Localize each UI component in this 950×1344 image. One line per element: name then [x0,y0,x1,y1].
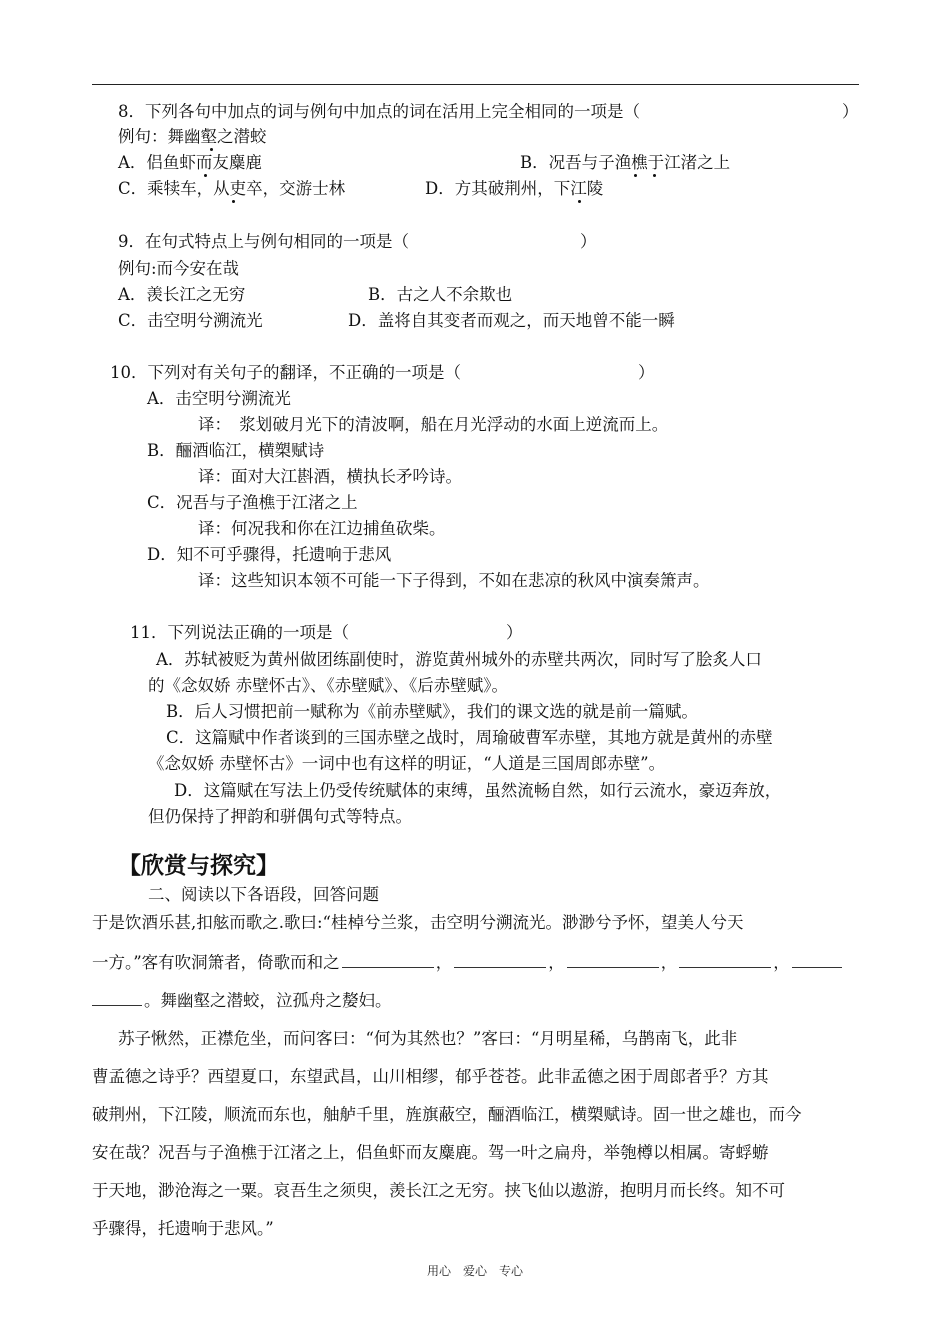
q10-option-b-translation: 译：面对大江斟酒，横执长矛吟诗。 [198,467,462,486]
q9-option-d: D．盖将自其变者而观之，而天地曾不能一瞬 [348,311,675,330]
q9-close-paren: ） [580,232,597,251]
header-rule [92,84,859,85]
q8-option-b: B．况吾与子渔樵于江渚之上 [520,153,731,172]
fill-blank-1[interactable] [342,951,434,968]
passage-p2-line-4: 安在哉？况吾与子渔樵于江渚之上，侣鱼虾而友麋鹿。驾一叶之扁舟，举匏樽以相属。寄蜉蝣 [92,1143,769,1162]
section-title: 【欣赏与探究】 [118,853,279,879]
passage-p2-line-1: 苏子愀然，正襟危坐，而问客曰：“何为其然也？”客曰：“月明星稀，乌鹊南飞，此非 [118,1029,738,1048]
page-footer: 用心 爱心 专心 [426,1264,523,1278]
q10-option-c: C．况吾与子渔樵于江渚之上 [147,493,358,512]
q8-option-c: C．乘犊车，从吏卒，交游士林 [118,179,346,198]
fill-blank-5-cont[interactable] [92,989,142,1006]
q9-stem: 9．在句式特点上与例句相同的一项是（ [118,232,409,251]
q11-option-a-line2: 的《念奴娇 赤壁怀古》、《赤壁赋》、《后赤壁赋》。 [148,676,508,695]
q10-option-b: B．酾酒临江，横槊赋诗 [147,441,325,460]
fill-blank-4[interactable] [679,951,771,968]
q11-stem: 11．下列说法正确的一项是（ [130,623,349,642]
q11-option-d-line1: D．这篇赋在写法上仍受传统赋体的束缚，虽然流畅自然，如行云流水，豪迈奔放， [174,781,782,800]
q11-option-c-line2: 《念奴娇 赤壁怀古》一词中也有这样的明证，“人道是三国周郎赤壁”。 [148,754,666,773]
passage-p2-line-6: 乎骤得，托遗响于悲风。” [92,1219,274,1238]
fill-blank-5[interactable] [792,951,842,968]
fill-blank-3[interactable] [567,951,659,968]
passage-p2-line-3: 破荆州，下江陵，顺流而东也，舳舻千里，旌旗蔽空，酾酒临江，横槊赋诗。固一世之雄也，而今 [92,1105,802,1124]
q8-close-paren: ） [842,102,859,121]
passage-line-1: 于是饮酒乐甚,扣舷而歌之.歌曰:“桂棹兮兰浆，击空明兮溯流光。渺渺兮予怀，望美人兮天 [92,913,744,932]
q11-option-b-line1: B．后人习惯把前一赋称为《前赤壁赋》，我们的课文选的就是前一篇赋。 [166,702,698,721]
q8-example: 例句：舞幽壑之潜蛟 [118,127,267,146]
q10-option-d: D．知不可乎骤得，托遗响于悲风 [147,545,392,564]
section-subtitle: 二、阅读以下各语段，回答问题 [148,885,379,904]
q11-option-d-line2: 但仍保持了押韵和骈偶句式等特点。 [148,807,412,826]
q11-option-a-line1: A．苏轼被贬为黄州做团练副使时，游览黄州城外的赤壁共两次，同时写了脍炙人口 [156,650,762,669]
q9-option-a: A．羡长江之无穷 [118,285,246,304]
q11-option-c-line1: C．这篇赋中作者谈到的三国赤壁之战时，周瑜破曹军赤壁，其地方就是黄州的赤壁 [166,728,773,747]
q9-option-c: C．击空明兮溯流光 [118,311,263,330]
passage-line-3 [92,989,392,1012]
passage-line-3-text: 。舞幽壑之潜蛟，泣孤舟之嫠妇。 [144,991,392,1010]
q9-option-b: B．古之人不余欺也 [368,285,513,304]
q9-example: 例句:而今安在哉 [118,259,240,278]
q10-stem: 10．下列对有关句子的翻译，不正确的一项是（ [110,363,461,382]
fill-blank-2[interactable] [454,951,546,968]
q8-stem: 8．下列各句中加点的词与例句中加点的词在活用上完全相同的一项是（ [118,102,640,121]
q11-close-paren: ） [506,623,523,642]
passage-p2-line-5: 于天地，渺沧海之一粟。哀吾生之须臾，羡长江之无穷。挟飞仙以遨游，抱明月而长终。知不可 [92,1181,785,1200]
q8-option-d: D．方其破荆州，下江陵 [425,179,604,198]
emphasis-dot [634,174,637,177]
passage-line-2-text: 一方。”客有吹洞箫者，倚歌而和之 [92,953,340,972]
emphasis-dot [232,200,235,203]
emphasis-dot [653,174,656,177]
q10-option-a: A．击空明兮溯流光 [147,389,291,408]
q10-close-paren: ） [638,363,655,382]
emphasis-dot [204,174,207,177]
q10-option-c-translation: 译：何况我和你在江边捕鱼砍柴。 [198,519,446,538]
q8-option-a: A．侣鱼虾而友麋鹿 [118,153,262,172]
passage-p2-line-2: 曹孟德之诗乎？西望夏口，东望武昌，山川相缪，郁乎苍苍。此非孟德之困于周郎者乎？方其 [92,1067,769,1086]
q10-option-d-translation: 译：这些知识本领不可能一下子得到，不如在悲凉的秋风中演奏箫声。 [198,571,710,590]
emphasis-dot [210,148,213,151]
q10-option-a-translation: 译： 浆划破月光下的清波啊，船在月光浮动的水面上逆流而上。 [198,415,669,434]
emphasis-dot [578,200,581,203]
passage-line-2: 一方。”客有吹洞箫者，倚歌而和之 ， ， ， ， [92,951,844,974]
